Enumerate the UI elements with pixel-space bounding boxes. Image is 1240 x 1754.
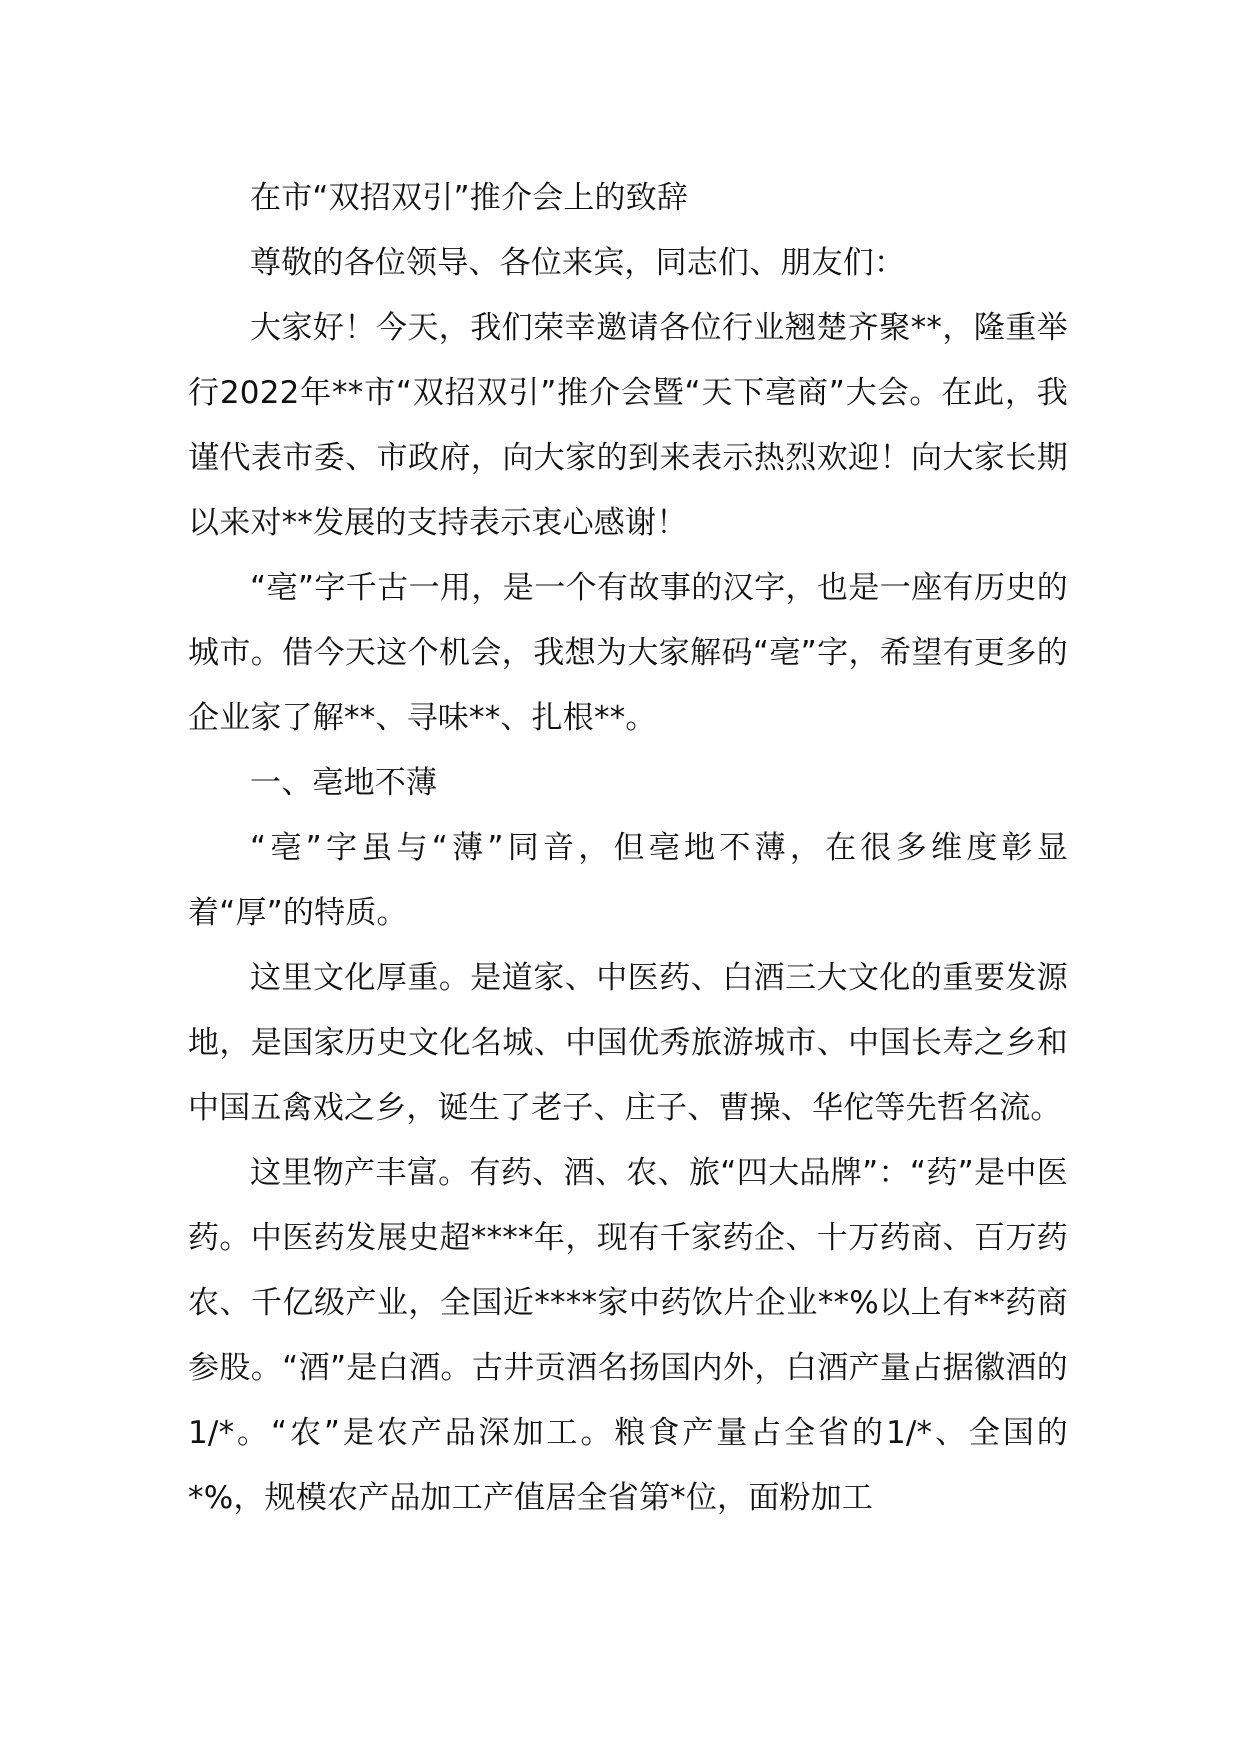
section-heading: 一、亳地不薄 — [250, 765, 438, 801]
document-title: 在市“双招双引”推介会上的致辞 — [250, 180, 689, 216]
paragraph-products: 这里物产丰富。有药、酒、农、旅“四大品牌”：“药”是中医药。中医药发展史超****年，现有千家药企、十万药商、百万药农、千亿级产业，全国近****家中药饮片企业**%以上有**药商参股。“酒”是白酒。古井贡酒名扬国内外，白酒产量占据徽酒的1/*。“农”是农产品深加工。粮食产量占全省的1/*、全国的*%，规模农产品加工产值居全省第*位，面粉加工 — [188, 1155, 1068, 1516]
salutation: 尊敬的各位领导、各位来宾，同志们、朋友们： — [250, 245, 906, 281]
paragraph-character-intro: “亳”字千古一用，是一个有故事的汉字，也是一座有历史的城市。借今天这个机会，我想为大家解码“亳”字，希望有更多的企业家了解**、寻味**、扎根**。 — [188, 570, 1068, 736]
paragraph-welcome: 大家好！今天，我们荣幸邀请各位行业翘楚齐聚**，隆重举行2022年**市“双招双引”推介会暨“天下亳商”大会。在此，我谨代表市委、市政府，向大家的到来表示热烈欢迎！向大家长期以来对**发展的支持表示衷心感谢！ — [188, 310, 1068, 541]
paragraph-culture: 这里文化厚重。是道家、中医药、白酒三大文化的重要发源地，是国家历史文化名城、中国优秀旅游城市、中国长寿之乡和中国五禽戏之乡，诞生了老子、庄子、曹操、华佗等先哲名流。 — [188, 960, 1068, 1126]
paragraph-section-intro: “亳”字虽与“薄”同音，但亳地不薄，在很多维度彰显着“厚”的特质。 — [188, 830, 1068, 931]
document-body — [188, 166, 1068, 1531]
